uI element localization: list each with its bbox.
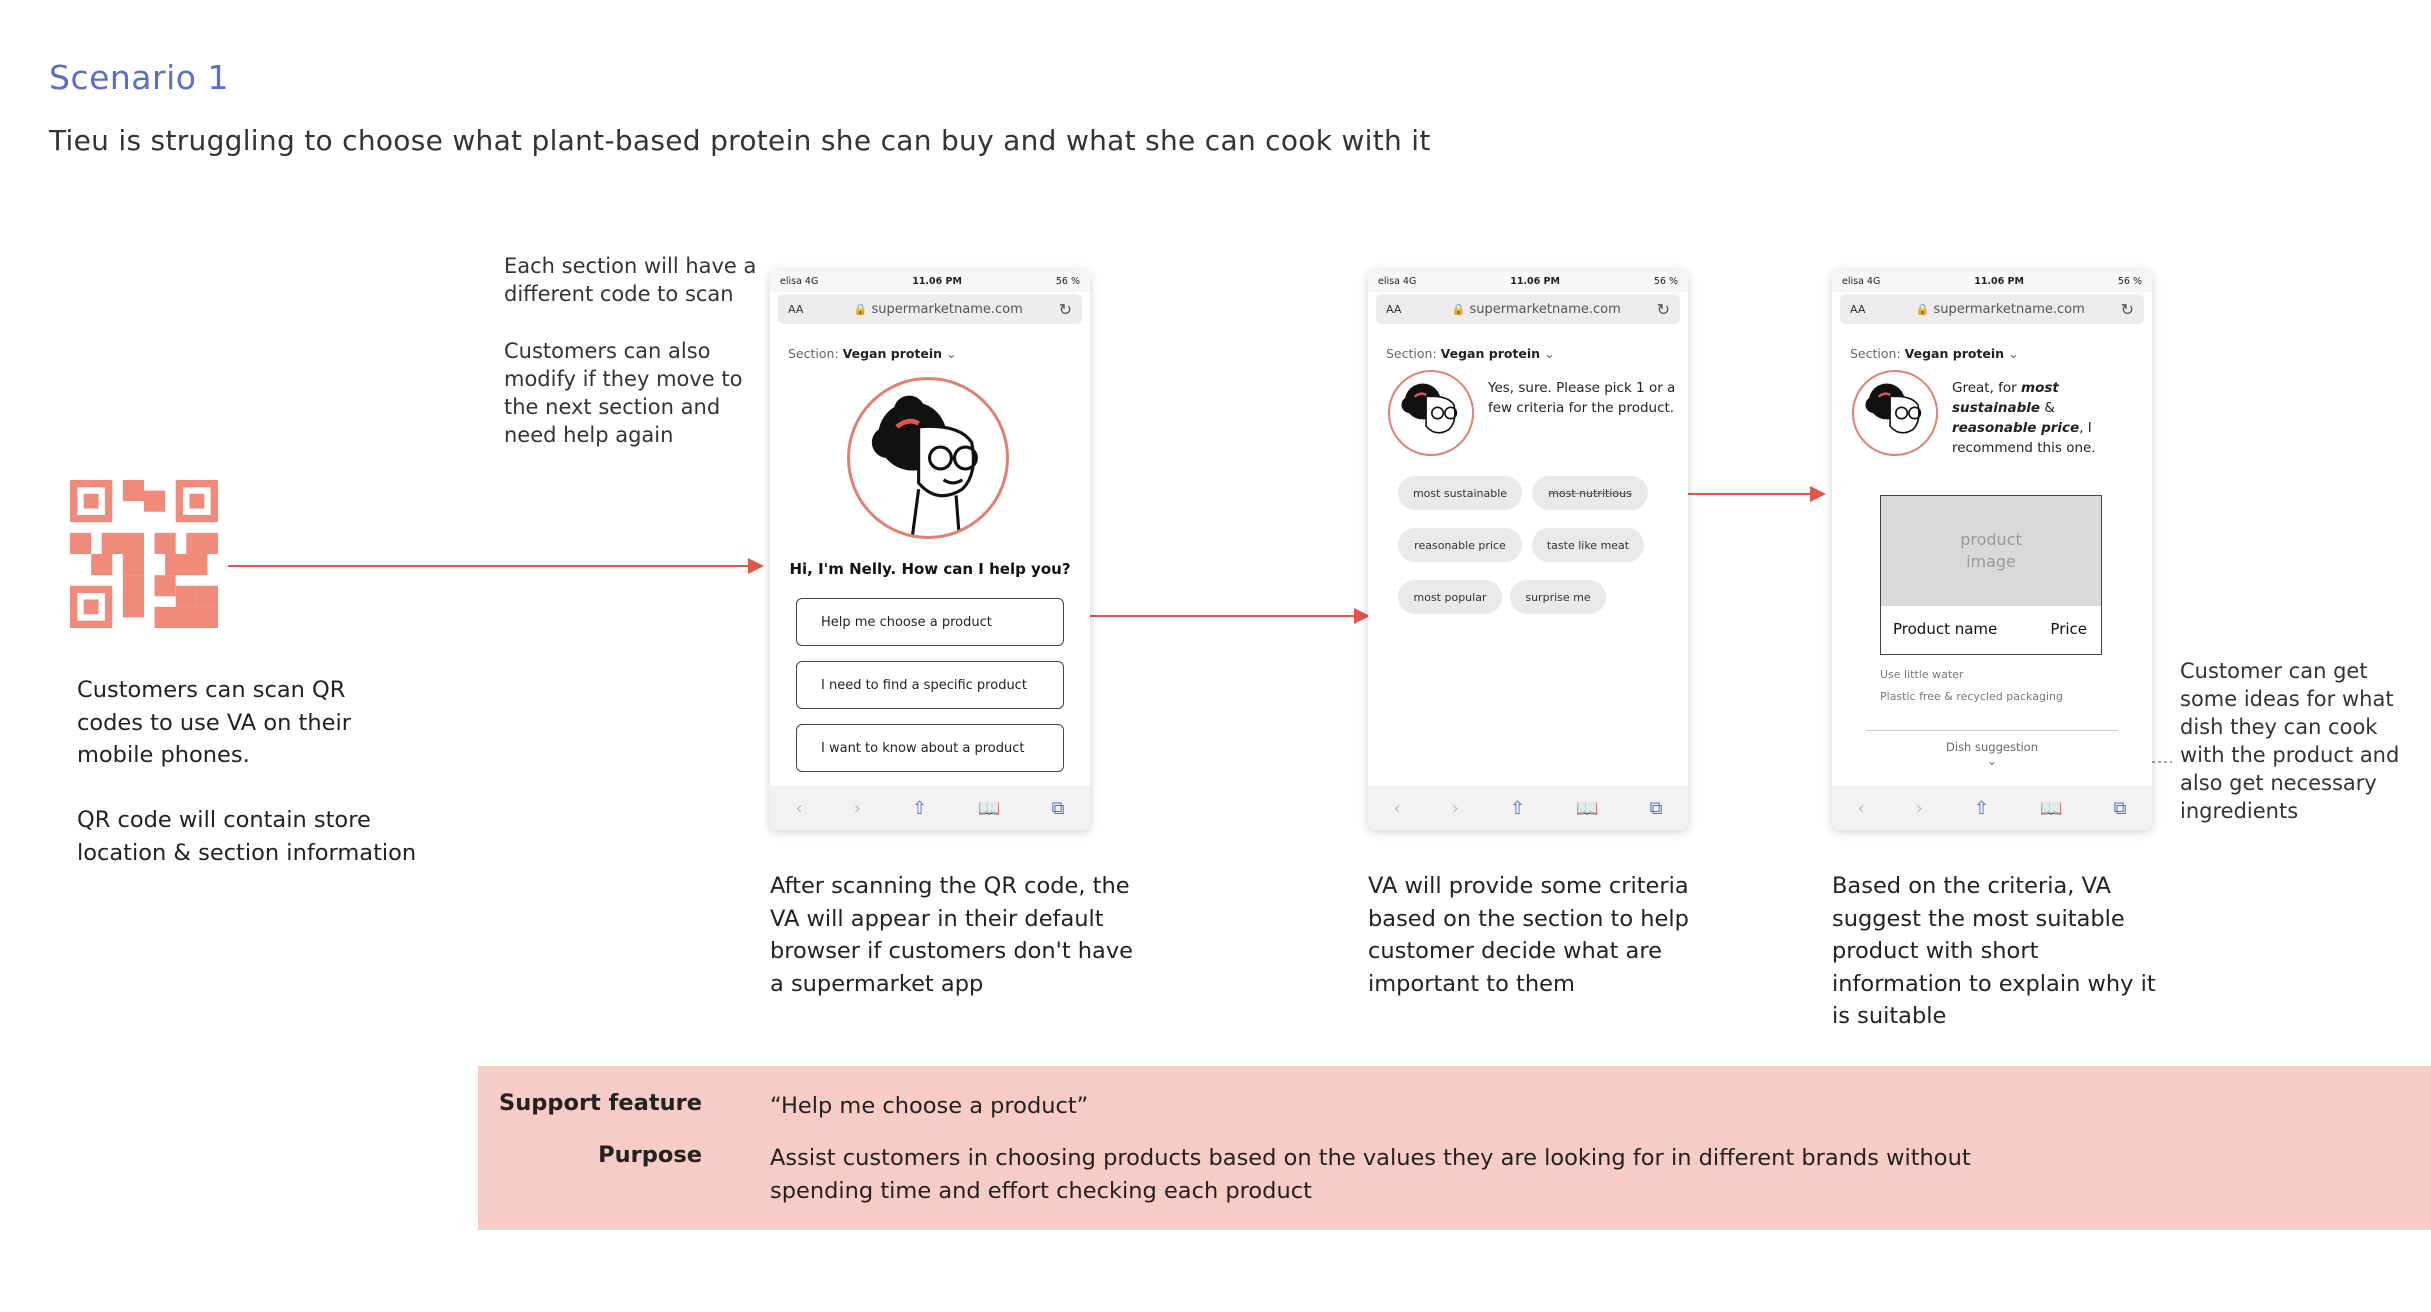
clock: 11.06 PM	[1974, 275, 2024, 287]
divider	[1866, 730, 2118, 731]
carrier: elisa 4G	[1378, 275, 1417, 287]
find-specific-product-button[interactable]: I need to find a specific product	[796, 661, 1064, 709]
text-size-button[interactable]: AA	[1386, 302, 1402, 316]
bookmarks-icon[interactable]: 📖	[1576, 797, 1599, 819]
scenario-title: Scenario 1	[49, 58, 229, 97]
chevron-down-icon: ⌄	[2008, 346, 2019, 361]
share-icon[interactable]: ⇧	[911, 797, 928, 819]
share-icon[interactable]: ⇧	[1509, 797, 1526, 819]
url-text: supermarketname.com	[1933, 301, 2085, 317]
product-name: Product name	[1893, 620, 1998, 638]
forward-icon[interactable]: ›	[1915, 797, 1923, 819]
assistant-recommendation: Great, for most sustainable & reasonable price, I recommend this one.	[1952, 380, 2096, 456]
chip-taste-like-meat[interactable]: taste like meat	[1532, 528, 1644, 562]
product-price: Price	[2050, 620, 2087, 638]
caption-phone-3: Based on the criteria, VA suggest the most suitable product with short information to explain why it is suitable	[1832, 873, 2156, 1029]
lock-icon: 🔒	[1915, 302, 1930, 316]
section-label: Section:	[1386, 346, 1437, 361]
url-text: supermarketname.com	[1469, 301, 1621, 317]
chevron-down-icon: ⌄	[946, 346, 957, 361]
section-value: Vegan protein	[1440, 346, 1541, 361]
caption-phone-1: After scanning the QR code, the VA will appear in their default browser if customers don't have a supermarket app	[770, 873, 1133, 997]
forward-icon[interactable]: ›	[1451, 797, 1459, 819]
chevron-down-icon: ⌄	[1987, 754, 1997, 768]
chip-most-sustainable[interactable]: most sustainable	[1398, 476, 1522, 510]
browser-toolbar	[770, 786, 1090, 830]
section-value: Vegan protein	[842, 346, 943, 361]
product-info-water: Use little water	[1880, 668, 1964, 681]
section-selector[interactable]	[1386, 346, 1688, 361]
phone-screen-1	[770, 270, 1090, 830]
url-bar[interactable]	[778, 294, 1082, 324]
support-feature-value: “Help me choose a product”	[770, 1093, 1089, 1119]
status-bar	[1832, 270, 2152, 292]
nelly-avatar	[847, 377, 1009, 539]
phone-screen-2	[1368, 270, 1688, 830]
assistant-message: Yes, sure. Please pick 1 or a few criteria for the product.	[1488, 380, 1676, 416]
carrier: elisa 4G	[1842, 275, 1881, 287]
chevron-down-icon: ⌄	[1544, 346, 1555, 361]
nelly-avatar	[1388, 370, 1474, 456]
section-selector[interactable]	[1850, 346, 2152, 361]
clock: 11.06 PM	[1510, 275, 1560, 287]
share-icon[interactable]: ⇧	[1973, 797, 1990, 819]
product-image-placeholder: product image	[1881, 496, 2101, 606]
purpose-label: Purpose	[598, 1142, 702, 1168]
forward-icon[interactable]: ›	[853, 797, 861, 819]
section-label: Section:	[788, 346, 839, 361]
url-bar[interactable]	[1376, 294, 1680, 324]
battery: 56 %	[1653, 275, 1678, 287]
text-size-button[interactable]: AA	[1850, 302, 1866, 316]
browser-toolbar	[1368, 786, 1688, 830]
support-feature-banner	[478, 1066, 2431, 1230]
note-section-code: Each section will have a different code to scan	[504, 254, 757, 306]
chip-most-nutritious[interactable]: most nutritious	[1532, 476, 1648, 510]
help-choose-product-button[interactable]: Help me choose a product	[796, 598, 1064, 646]
lock-icon: 🔒	[1451, 302, 1466, 316]
tabs-icon[interactable]: ⧉	[2113, 797, 2127, 819]
assistant-greeting: Hi, I'm Nelly. How can I help you?	[789, 560, 1071, 578]
bookmarks-icon[interactable]: 📖	[2040, 797, 2063, 819]
text-size-button[interactable]: AA	[788, 302, 804, 316]
caption-phone-2: VA will provide some criteria based on the section to help customer decide what are important to them	[1368, 873, 1689, 997]
phone-screen-3	[1832, 270, 2152, 830]
section-label: Section:	[1850, 346, 1901, 361]
status-bar	[1368, 270, 1688, 292]
section-selector[interactable]	[788, 346, 1090, 361]
back-icon[interactable]: ‹	[795, 797, 803, 819]
know-about-product-button[interactable]: I want to know about a product	[796, 724, 1064, 772]
tabs-icon[interactable]: ⧉	[1051, 797, 1065, 819]
reload-icon[interactable]: ↻	[2120, 299, 2134, 319]
note-modify-section: Customers can also modify if they move to the next section and need help again	[504, 339, 743, 447]
reload-icon[interactable]: ↻	[1656, 299, 1670, 319]
url-text: supermarketname.com	[871, 301, 1023, 317]
chip-most-popular[interactable]: most popular	[1398, 580, 1502, 614]
browser-toolbar	[1832, 786, 2152, 830]
product-card[interactable]	[1880, 495, 2102, 655]
bookmarks-icon[interactable]: 📖	[978, 797, 1001, 819]
chip-surprise-me[interactable]: surprise me	[1510, 580, 1606, 614]
nelly-avatar	[1852, 370, 1938, 456]
url-bar[interactable]	[1840, 294, 2144, 324]
battery: 56 %	[2117, 275, 2142, 287]
support-feature-label: Support feature	[499, 1090, 702, 1116]
back-icon[interactable]: ‹	[1393, 797, 1401, 819]
tabs-icon[interactable]: ⧉	[1649, 797, 1663, 819]
battery: 56 %	[1055, 275, 1080, 287]
carrier: elisa 4G	[780, 275, 819, 287]
qr-caption: Customers can scan QR codes to use VA on their mobile phones. QR code will contain store location & section information	[77, 677, 417, 866]
dish-suggestion-link[interactable]: Dish suggestion ⌄	[1946, 740, 2038, 768]
clock: 11.06 PM	[912, 275, 962, 287]
purpose-value: Assist customers in choosing products based on the values they are looking for in different brands without spending time and effort checking each product	[770, 1145, 1971, 1204]
back-icon[interactable]: ‹	[1857, 797, 1865, 819]
lock-icon: 🔒	[853, 302, 868, 316]
reload-icon[interactable]: ↻	[1058, 299, 1072, 319]
chip-reasonable-price[interactable]: reasonable price	[1398, 528, 1522, 562]
scenario-subtitle: Tieu is struggling to choose what plant-based protein she can buy and what she can cook with it	[49, 124, 1431, 157]
note-customer-ideas: Customer can get some ideas for what dish they can cook with the product and also get necessary ingredients	[2180, 659, 2400, 823]
product-info-packaging: Plastic free & recycled packaging	[1880, 690, 2063, 703]
section-value: Vegan protein	[1904, 346, 2005, 361]
status-bar	[770, 270, 1090, 292]
